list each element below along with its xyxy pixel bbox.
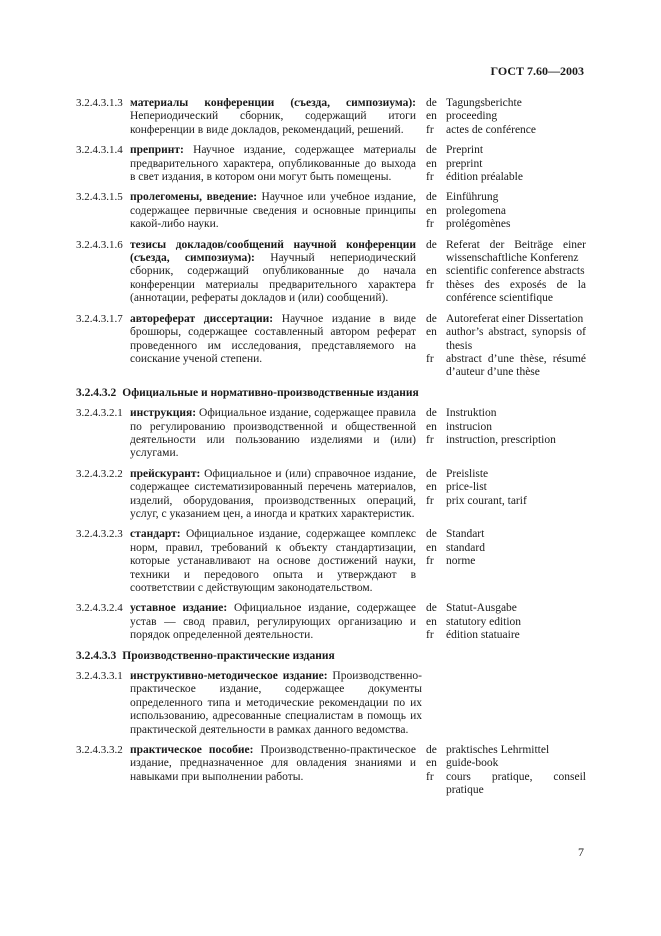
translation-line <box>424 218 586 231</box>
entries-group-c <box>76 670 586 798</box>
translation-text: Einführung <box>446 191 499 204</box>
translation-line <box>424 313 586 326</box>
translation-line <box>424 191 586 204</box>
section-title: Официальные и нормативно-производственные издания <box>122 386 419 399</box>
term-entry <box>76 239 586 306</box>
section-heading-practical <box>76 650 586 663</box>
language-code: de <box>426 528 437 541</box>
translation-line <box>424 144 586 157</box>
translation-text: standard <box>446 541 485 554</box>
term-name: материалы конференции (съезда, симпозиума): <box>130 97 416 109</box>
term-entry <box>76 528 586 595</box>
term-name: пролегомены, введение: <box>130 191 258 204</box>
translation-text: proceeding <box>446 110 498 123</box>
term-number: 3.2.4.3.2.3 <box>76 528 123 541</box>
term-name: стандарт: <box>130 528 181 541</box>
language-code: en <box>426 420 437 433</box>
terms-content <box>76 97 586 805</box>
term-name: инструктивно-методическое издание: <box>130 670 328 683</box>
translation-text: Preprint <box>446 144 484 157</box>
translation-text: prix courant, tarif <box>446 494 527 507</box>
term-definition <box>130 528 424 595</box>
translation-line <box>424 602 586 615</box>
term-entry <box>76 744 586 798</box>
translations <box>424 97 586 137</box>
translation-line <box>424 205 586 218</box>
term-number: 3.2.4.3.1.3 <box>76 97 123 109</box>
term-number: 3.2.4.3.1.7 <box>76 312 123 325</box>
language-code: en <box>426 481 437 494</box>
translation-text: guide-book <box>446 757 499 770</box>
section-number: 3.2.4.3.2 <box>76 386 117 399</box>
term-name: инструкция: <box>130 407 197 420</box>
language-code: de <box>426 602 437 615</box>
definition-text: Официальное издание, содержащее правила по регулированию производственной и общественной деятельности или пользованию изделиями и (или) услугами. <box>130 407 416 460</box>
translations <box>424 407 586 461</box>
language-code: de <box>426 467 437 480</box>
translations <box>424 744 586 798</box>
translations <box>424 528 586 595</box>
definition-text: Научное или учебное издание, содержащее первичные сведения и основные принципы какой-либо науки. <box>130 191 416 231</box>
term-name: автореферат диссертации: <box>130 312 274 325</box>
language-code: fr <box>426 123 434 136</box>
term-definition <box>130 313 424 380</box>
translation-line <box>424 555 586 568</box>
language-code: en <box>426 615 437 628</box>
translation-text: Standart <box>446 528 485 541</box>
entries-group-b <box>76 407 586 643</box>
translation-line <box>424 542 586 555</box>
translation-text: édition statuaire <box>446 629 520 642</box>
translations <box>424 468 586 522</box>
language-code: en <box>426 157 437 170</box>
definition-text: Официальное и (или) справочное издание, содержащее систематизированный перечень материалов, изделий, оборудования, производственных операций, услуг, с указанием цен, а иногда и кратких характеристик. <box>130 467 416 520</box>
term-definition <box>130 191 424 231</box>
term-name: уставное издание: <box>130 602 228 615</box>
language-code: fr <box>426 352 434 365</box>
translation-text: instrucion <box>446 420 492 433</box>
language-code: fr <box>426 171 434 184</box>
term-entry <box>76 313 586 380</box>
translation-text: preprint <box>446 157 483 170</box>
language-code: de <box>426 744 437 757</box>
term-number: 3.2.4.3.2.1 <box>76 407 123 420</box>
translation-line <box>424 124 586 137</box>
translation-line <box>424 97 586 110</box>
term-name: прейскурант: <box>130 467 201 480</box>
translation-line <box>424 434 586 447</box>
language-code: de <box>426 238 437 251</box>
translation-line <box>424 744 586 757</box>
translation-line <box>424 421 586 434</box>
term-definition <box>130 407 424 461</box>
translation-text: Referat der Beiträge einer wissenschaftliche Konferenz <box>446 238 586 265</box>
translation-text: thèses des exposés de la conférence scientifique <box>446 278 586 305</box>
definition-text: Производственно-практическое издание, предназначенное для овладения знаниями и навыками при выполнении работы. <box>130 744 416 783</box>
language-code: en <box>426 757 437 770</box>
translation-text: statutory edition <box>446 615 522 628</box>
translation-text: instruction, prescription <box>446 433 556 446</box>
language-code: de <box>426 407 437 420</box>
translation-line <box>424 158 586 171</box>
language-code: en <box>426 204 437 217</box>
term-entry <box>76 468 586 522</box>
language-code: en <box>426 541 437 554</box>
term-definition <box>130 670 430 737</box>
term-definition <box>130 97 424 137</box>
definition-text: Официальное издание, содержащее устав — свод правил, регулирующих организацию и порядок определенной деятельности. <box>130 602 416 642</box>
translation-line <box>424 239 586 266</box>
translation-text: Tagungsberichte <box>446 97 522 109</box>
translation-line <box>424 326 586 353</box>
translation-line <box>424 757 586 770</box>
translation-text: édition préalable <box>446 171 523 184</box>
section-number: 3.2.4.3.3 <box>76 649 117 662</box>
language-code: de <box>426 144 437 157</box>
translations <box>424 602 586 642</box>
term-entry <box>76 144 586 184</box>
term-definition <box>130 468 424 522</box>
translation-text: cours pratique, conseil pratique <box>446 770 586 797</box>
language-code: fr <box>426 494 434 507</box>
term-name: тезисы докладов/сообщений научной конференции (съезда, симпозиума): <box>130 238 416 265</box>
term-entry <box>76 602 586 642</box>
definition-text: Непериодический сборник, содержащий итоги конференции в виде докладов, рекомендаций, решений. <box>130 110 416 136</box>
term-definition <box>130 744 424 798</box>
translation-text: price-list <box>446 481 487 494</box>
translation-line <box>424 495 586 508</box>
term-entry <box>76 407 586 461</box>
definition-text: Научное издание, содержащее материалы предварительного характера, опубликованные до выхода в свет издания, в котором они могут быть помещены. <box>130 144 416 184</box>
translation-text: Instruktion <box>446 407 497 420</box>
term-definition <box>130 602 424 642</box>
term-number: 3.2.4.3.3.2 <box>76 744 123 757</box>
translations <box>430 670 592 737</box>
language-code: fr <box>426 555 434 568</box>
translation-text: Preisliste <box>446 467 489 480</box>
translations <box>424 313 586 380</box>
language-code: fr <box>426 218 434 231</box>
term-number: 3.2.4.3.1.4 <box>76 144 123 157</box>
translation-line <box>424 771 586 798</box>
term-number: 3.2.4.3.2.2 <box>76 467 123 480</box>
term-definition <box>130 144 424 184</box>
translation-text: scientific conference abstracts <box>446 265 585 278</box>
language-code: fr <box>426 770 434 783</box>
translation-text: actes de conférence <box>446 123 537 136</box>
language-code: fr <box>426 629 434 642</box>
translations <box>424 191 586 231</box>
translation-text: prolegomena <box>446 204 507 217</box>
translation-text: Autoreferat einer Dissertation <box>446 312 584 325</box>
term-name: практическое пособие: <box>130 744 254 757</box>
term-number: 3.2.4.3.2.4 <box>76 602 123 615</box>
term-number: 3.2.4.3.1.5 <box>76 191 123 204</box>
translation-line <box>424 629 586 642</box>
translation-line <box>424 407 586 420</box>
language-code: fr <box>426 278 434 291</box>
definition-text: Производственно-практическое издание, содержащее документы определенного типа и методические рекомендации по их использованию, адресованные специалистам в помощь их практической деятельности в рамках данного ведомства. <box>130 670 422 736</box>
translation-line <box>424 171 586 184</box>
translation-text: Statut-Ausgabe <box>446 602 517 615</box>
translations <box>424 239 586 306</box>
section-heading-official <box>76 387 586 400</box>
term-definition <box>130 239 424 306</box>
translation-text: norme <box>446 555 476 568</box>
term-entry <box>76 97 586 137</box>
document-code: ГОСТ 7.60—2003 <box>490 64 584 78</box>
language-code: de <box>426 191 437 204</box>
language-code: en <box>426 110 437 123</box>
language-code: de <box>426 97 437 109</box>
section-title: Производственно-практические издания <box>122 649 335 662</box>
translation-line <box>424 110 586 123</box>
translation-line <box>424 279 586 306</box>
page-number: 7 <box>578 845 584 859</box>
translation-line <box>424 616 586 629</box>
definition-text: Научное издание в виде брошюры, содержащее составленный автором реферат проведенного им исследования, представляемого на соискание ученой степени. <box>130 312 416 365</box>
language-code: en <box>426 326 437 339</box>
term-name: препринт: <box>130 144 184 157</box>
term-number: 3.2.4.3.1.6 <box>76 238 123 251</box>
translation-text: praktisches Lehrmittel <box>446 744 550 757</box>
translation-line <box>424 265 586 278</box>
language-code: fr <box>426 433 434 446</box>
translation-line <box>424 353 586 380</box>
translation-text: abstract d’une thèse, résumé d’auteur d’une thèse <box>446 352 586 379</box>
language-code: de <box>426 312 437 325</box>
term-entry <box>76 670 586 737</box>
entries-group-a <box>76 97 586 380</box>
term-number: 3.2.4.3.3.1 <box>76 670 123 683</box>
translation-line <box>424 481 586 494</box>
language-code: en <box>426 265 437 278</box>
definition-text: Научный непериодический сборник, содержащий опубликованные до начала конференции материалы предварительного характера (аннотации, рефераты докладов и (или) сообщений). <box>130 252 416 305</box>
translation-line <box>424 528 586 541</box>
definition-text: Официальное издание, содержащее комплекс норм, правил, требований к объекту стандартизации, которые устанавливают на основе достижений науки, техники и передового опыта и утверждают в соответствии с действующим законодательством. <box>130 528 416 594</box>
translation-text: prolégomènes <box>446 218 511 231</box>
translation-text: author’s abstract, synopsis of thesis <box>446 326 586 352</box>
term-entry <box>76 191 586 231</box>
translation-line <box>424 468 586 481</box>
translations <box>424 144 586 184</box>
